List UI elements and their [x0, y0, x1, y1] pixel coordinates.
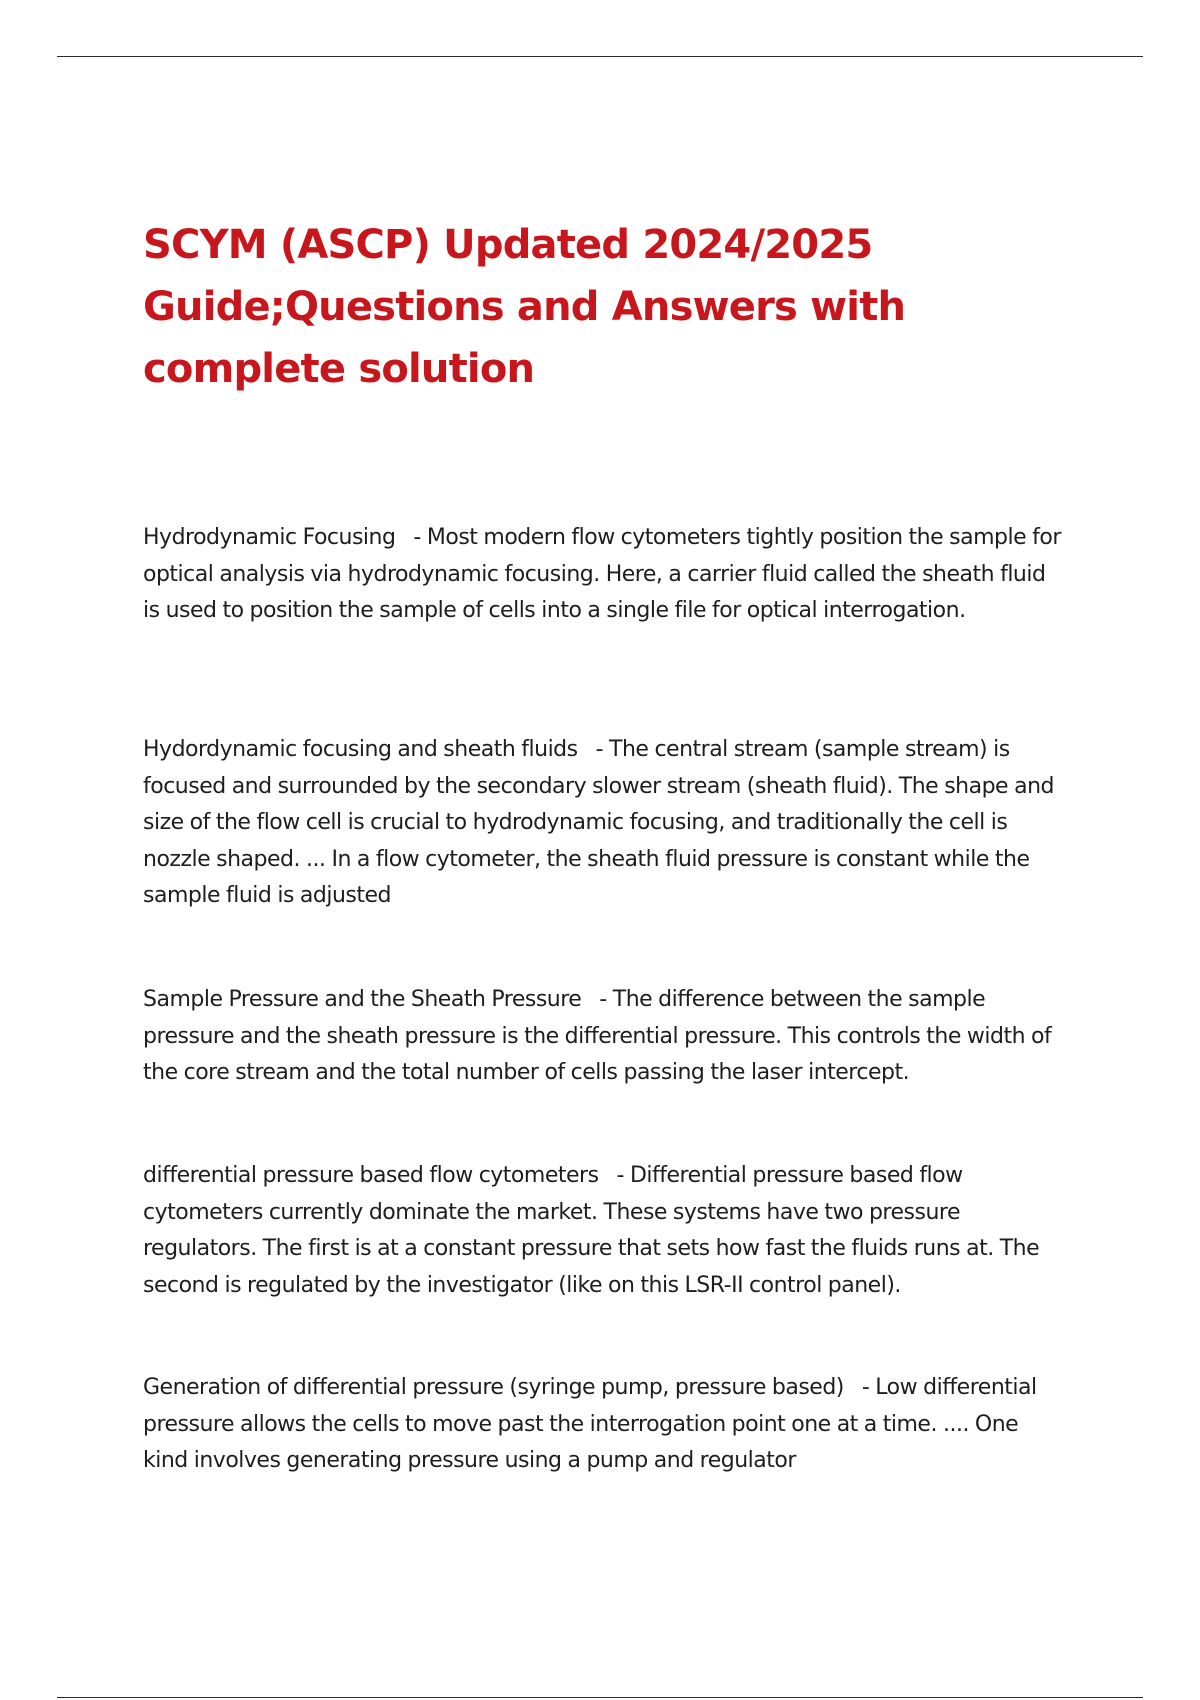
entry-definition: The central stream (sample stream) is focused and surrounded by the secondary slower stream (sheath fluid). The shape and size of the flow cell is crucial to hydrodynamic focusing, and traditionally the cell is nozzle shaped. ... In a flow cytometer, the sheath fluid pressure is constant while the sample fluid is adjusted: [143, 737, 1054, 908]
entry-term: differential pressure based flow cytometers: [143, 1163, 599, 1188]
entry-term: Hydordynamic focusing and sheath fluids: [143, 737, 578, 762]
entry-definition: Differential pressure based flow cytometers currently dominate the market. These systems have two pressure regulators. The first is at a constant pressure that sets how fast the fluids runs at. The second is regulated by the investigator (like on this LSR-II control panel).: [143, 1163, 1040, 1298]
qa-entry: [143, 732, 1063, 915]
entry-separator: -: [598, 1163, 630, 1188]
entry-definition: The difference between the sample pressure and the sheath pressure is the differential pressure. This controls the width of the core stream and the total number of cells passing the laser intercept.: [143, 987, 1052, 1085]
entry-definition: Most modern flow cytometers tightly position the sample for optical analysis via hydrodynamic focusing. Here, a carrier fluid called the sheath fluid is used to position the sample of cells into a single file for optical interrogation.: [143, 525, 1061, 623]
entry-separator: -: [577, 737, 610, 762]
entry-separator: -: [581, 987, 613, 1012]
entry-term: Sample Pressure and the Sheath Pressure: [143, 987, 582, 1012]
qa-entry: [143, 520, 1063, 630]
entry-term: Hydrodynamic Focusing: [143, 525, 396, 550]
entry-separator: -: [395, 525, 427, 550]
entry-separator: -: [843, 1375, 876, 1400]
entry-term: Generation of differential pressure (syringe pump, pressure based): [143, 1375, 844, 1400]
qa-entry: [143, 1158, 1063, 1304]
top-rule: [57, 56, 1143, 57]
bottom-rule: [57, 1697, 1143, 1698]
document-title: SCYM (ASCP) Updated 2024/2025 Guide;Questions and Answers with complete solution: [143, 222, 906, 392]
qa-entry: [143, 1370, 1063, 1480]
entry-definition: Low differential pressure allows the cells to move past the interrogation point one at a time. .... One kind involves generating pressure using a pump and regulator: [143, 1375, 1037, 1473]
qa-entry: [143, 982, 1063, 1092]
